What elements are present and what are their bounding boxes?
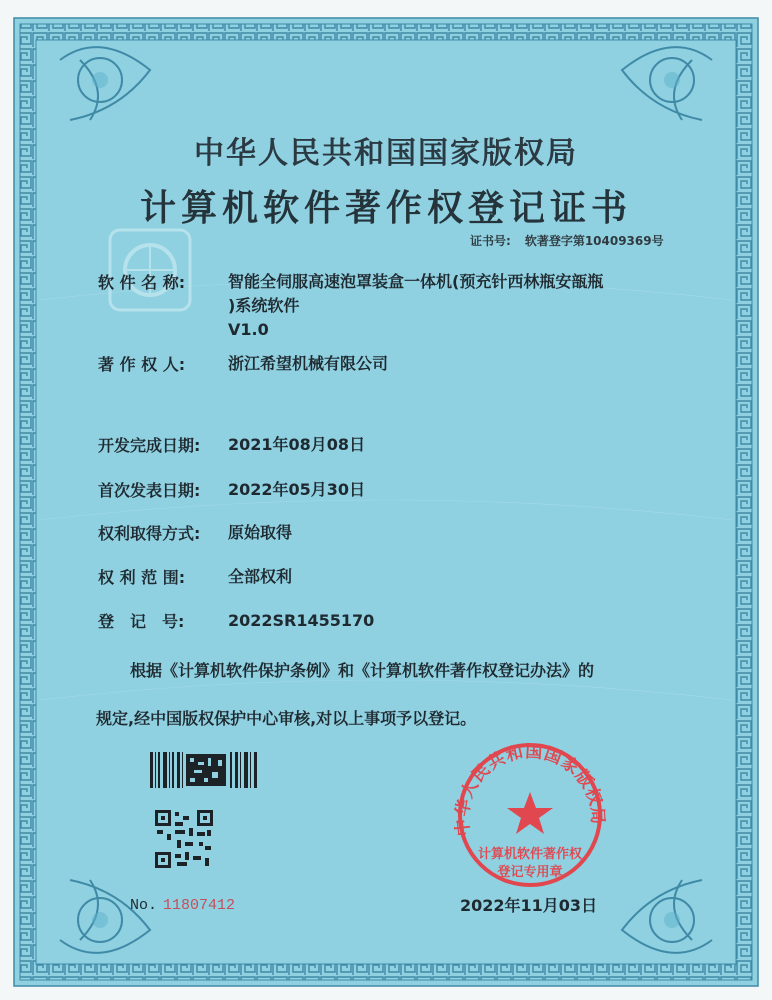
owner-label: 著 作 权 人: <box>98 355 186 374</box>
dev-date-value: 2021年08月08日 <box>228 435 366 454</box>
authority-title: 中华人民共和国国家版权局 <box>194 136 578 171</box>
row-dev-date <box>98 433 668 457</box>
scope-label: 权 利 范 围: <box>98 568 186 587</box>
dev-date-label: 开发完成日期: <box>98 436 201 455</box>
official-seal <box>445 740 615 890</box>
barcode-icon <box>150 752 260 788</box>
certificate-title: 计算机软件著作权登记证书 <box>139 187 632 229</box>
software-version: V1.0 <box>228 320 269 339</box>
row-acq-method <box>98 521 668 545</box>
row-software-name <box>98 270 668 342</box>
pub-date-label: 首次发表日期: <box>98 481 201 500</box>
cert-number-label: 证书号: <box>470 234 511 248</box>
cert-number-value: 软著登字第10409369号 <box>524 234 664 248</box>
software-name-label: 软 件 名 称: <box>98 273 186 292</box>
software-name-line2: )系统软件 <box>228 296 300 315</box>
row-scope <box>98 565 668 589</box>
row-reg-no <box>98 609 668 633</box>
acq-method-value: 原始取得 <box>228 523 293 542</box>
cert-number <box>470 232 678 249</box>
software-name-value <box>228 270 668 342</box>
reg-no-value: 2022SR1455170 <box>228 611 375 630</box>
software-name-line1: 智能全伺服高速泡罩装盒一体机(预充针西林瓶安瓿瓶 <box>228 272 604 291</box>
qr-code-icon <box>155 810 213 868</box>
statement-line2: 规定,经中国版权保护中心审核,对以上事项予以登记。 <box>96 709 477 728</box>
seal-inner-line2: 登记专用章 <box>497 865 563 880</box>
reg-no-label: 登 记 号: <box>98 612 185 631</box>
serial-number-label: No. <box>130 897 158 914</box>
serial-number <box>130 897 235 914</box>
acq-method-label: 权利取得方式: <box>98 524 201 543</box>
pub-date-value: 2022年05月30日 <box>228 480 366 499</box>
seal-star-icon <box>507 792 553 834</box>
statement-line1: 根据《计算机软件保护条例》和《计算机软件著作权登记办法》的 <box>130 661 595 680</box>
serial-number-value: 11807412 <box>163 897 236 914</box>
seal-inner-line1: 计算机软件著作权 <box>477 847 583 862</box>
issue-date: 2022年11月03日 <box>460 896 598 915</box>
owner-value: 浙江希望机械有限公司 <box>228 354 389 373</box>
scope-value: 全部权利 <box>228 567 293 586</box>
row-pub-date <box>98 478 668 502</box>
seal-outer-text: 中华人民共和国国家版权局 <box>452 741 608 837</box>
row-owner <box>98 352 668 376</box>
